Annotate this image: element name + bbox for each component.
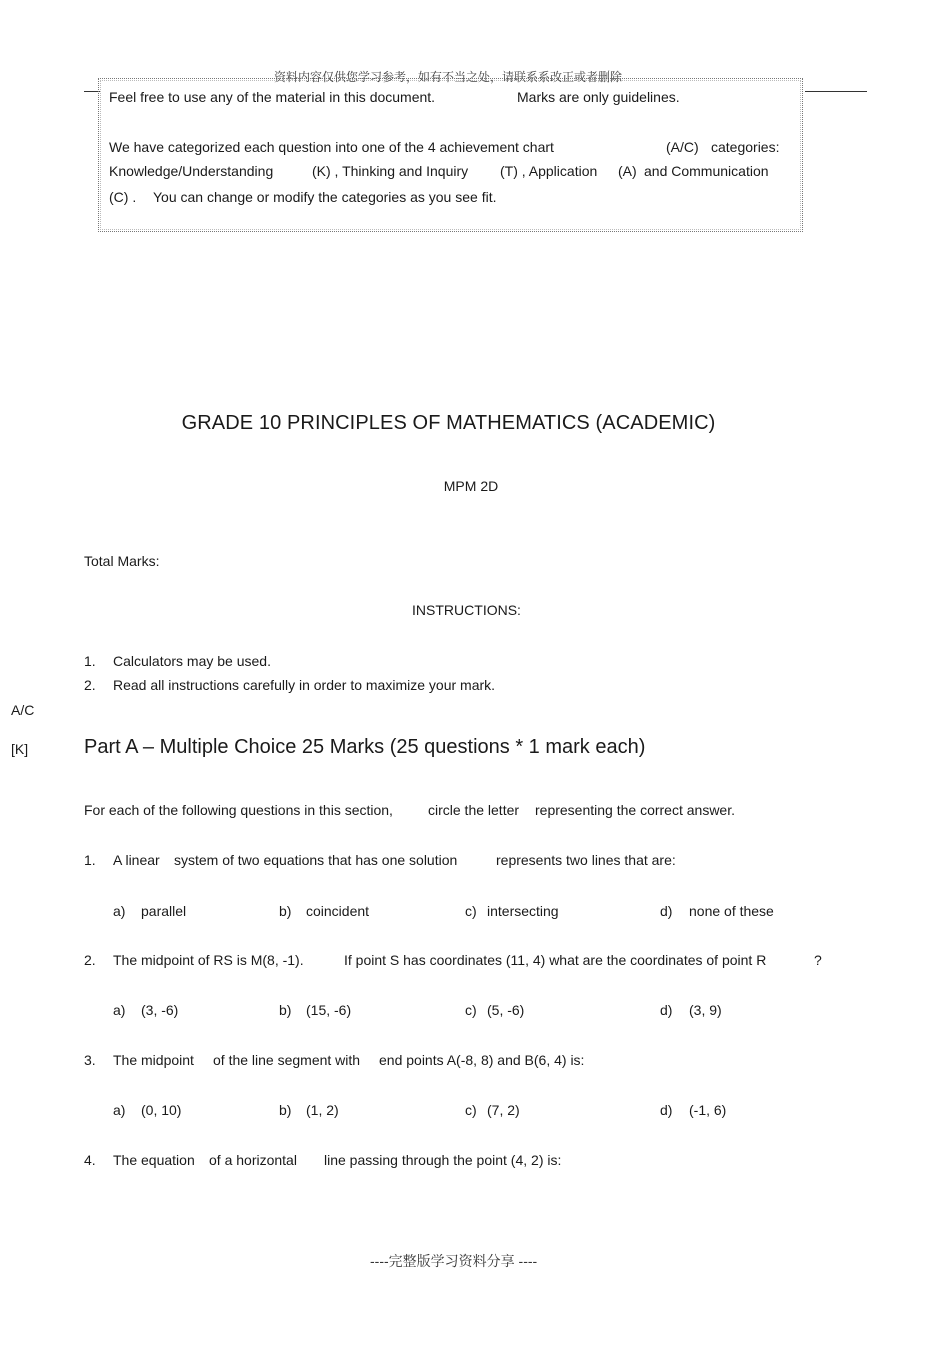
- option-letter: b): [279, 1002, 292, 1018]
- question-text: A linear: [113, 852, 160, 868]
- notice-line3-b: (K) , Thinking and Inquiry: [312, 163, 469, 179]
- option-text: (5, -6): [487, 1002, 525, 1018]
- notice-line2-b: (A/C): [666, 139, 699, 155]
- notice-line2-c: categories:: [711, 139, 780, 155]
- question-text: of a horizontal: [209, 1152, 297, 1168]
- notice-line4-a: (C) .: [109, 189, 137, 205]
- watermark-text: 资料内容仅供您学习参考，如有不当之处，请联系系改正或者删除: [274, 70, 623, 84]
- notice-line1-right: Marks are only guidelines.: [517, 89, 680, 105]
- page-footer: ----完整版学习资料分享 ----: [370, 1253, 538, 1269]
- question-text: system of two equations that has one solution: [174, 852, 458, 868]
- margin-k-label: [K]: [11, 741, 29, 757]
- total-marks-label: Total Marks:: [84, 553, 160, 569]
- option-text: (3, 9): [689, 1002, 722, 1018]
- question-number: 1.: [84, 852, 96, 868]
- notice-line1-left: Feel free to use any of the material in this document.: [109, 89, 436, 105]
- question-number: 4.: [84, 1152, 96, 1168]
- option-letter: b): [279, 1102, 292, 1118]
- question-number: 2.: [84, 952, 96, 968]
- question-text: represents two lines that are:: [496, 852, 676, 868]
- part-a-heading: Part A – Multiple Choice 25 Marks (25 questions * 1 mark each): [84, 736, 646, 758]
- instruction-num: 1.: [84, 653, 96, 669]
- page-title: GRADE 10 PRINCIPLES OF MATHEMATICS (ACADEMIC): [181, 412, 716, 434]
- option-text: (15, -6): [306, 1002, 352, 1018]
- option-text: coincident: [306, 903, 370, 919]
- notice-line3-a: Knowledge/Understanding: [109, 163, 274, 179]
- question-text: of the line segment with: [213, 1052, 361, 1068]
- question-text: line passing through the point (4, 2) is:: [324, 1152, 562, 1168]
- option-text: (-1, 6): [689, 1102, 727, 1118]
- question-text: ?: [814, 952, 822, 968]
- instruction-text: Calculators may be used.: [113, 653, 271, 669]
- option-letter: d): [660, 1102, 673, 1118]
- instruction-text: Read all instructions carefully in order to maximize your mark.: [113, 677, 496, 693]
- option-letter: c): [465, 1102, 477, 1118]
- part-a-instruction-b: circle the letter: [428, 802, 520, 818]
- part-a-instruction-a: For each of the following questions in this section,: [84, 802, 393, 818]
- course-code: MPM 2D: [443, 478, 499, 494]
- option-letter: a): [113, 1002, 126, 1018]
- option-letter: a): [113, 1102, 126, 1118]
- option-letter: a): [113, 903, 126, 919]
- question-text: If point S has coordinates (11, 4) what are the coordinates of point R: [344, 952, 767, 968]
- part-a-instruction-c: representing the correct answer.: [535, 802, 735, 818]
- option-letter: b): [279, 903, 292, 919]
- question-text: The midpoint of RS is M(8, -1).: [113, 952, 304, 968]
- option-text: parallel: [141, 903, 187, 919]
- notice-line3-d: (A): [618, 163, 637, 179]
- instructions-heading: INSTRUCTIONS:: [412, 602, 521, 618]
- question-text: The midpoint: [113, 1052, 194, 1068]
- notice-line3-e: and Communication: [644, 163, 769, 179]
- option-text: (3, -6): [141, 1002, 179, 1018]
- option-text: (1, 2): [306, 1102, 339, 1118]
- option-text: intersecting: [487, 903, 559, 919]
- option-text: (7, 2): [487, 1102, 520, 1118]
- option-letter: c): [465, 903, 477, 919]
- notice-line2-a: We have categorized each question into one of the 4 achievement chart: [109, 139, 554, 155]
- question-text: end points A(-8, 8) and B(6, 4) is:: [379, 1052, 585, 1068]
- option-letter: c): [465, 1002, 477, 1018]
- notice-line4-b: You can change or modify the categories as you see fit.: [153, 189, 497, 205]
- question-text: The equation: [113, 1152, 195, 1168]
- option-text: none of these: [689, 903, 774, 919]
- option-text: (0, 10): [141, 1102, 182, 1118]
- instruction-num: 2.: [84, 677, 96, 693]
- option-letter: d): [660, 1002, 673, 1018]
- top-rule-right: [805, 91, 867, 92]
- option-letter: d): [660, 903, 673, 919]
- margin-ac-label: A/C: [11, 702, 35, 718]
- question-number: 3.: [84, 1052, 96, 1068]
- notice-line3-c: (T) , Application: [500, 163, 598, 179]
